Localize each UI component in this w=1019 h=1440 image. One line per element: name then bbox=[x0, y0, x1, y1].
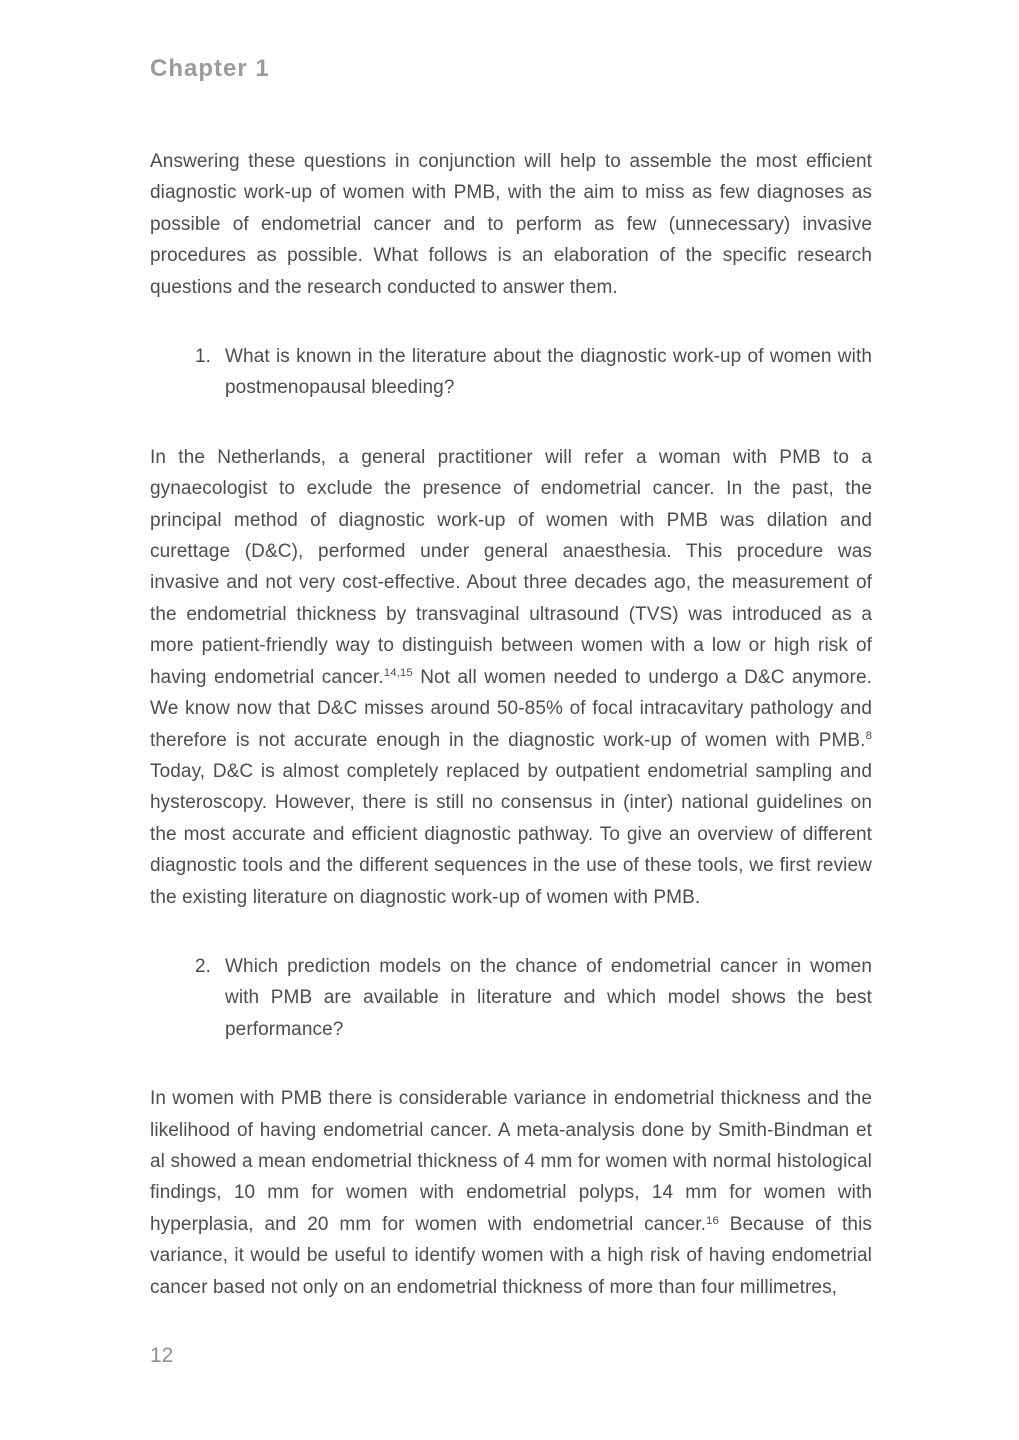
question-2-text: Which prediction models on the chance of endometrial cancer in women with PMB are available in literature and which model shows the best performance? bbox=[225, 955, 872, 1040]
chapter-header: Chapter 1 bbox=[150, 55, 270, 82]
question-2-number: 2. bbox=[195, 955, 212, 977]
page-number: 12 bbox=[150, 1344, 174, 1367]
literature-paragraph: In the Netherlands, a general practitioner will refer a woman with PMB to a gynaecologist to exclude the presence of endometrial cancer. In the past, the principal method of diagnostic work-up of women with PMB was dilation and curettage (D&C), performed under general anaesthesia. This procedure was invasive and not very cost-effective. About three decades ago, the measurement of the endometrial thickness by transvaginal ultrasound (TVS) was introduced as a more patient-friendly way to distinguish between women with a low or high risk of having endometrial cancer.$^{14,15}$ Not all women needed to undergo a D&C anymore. We know now that D&C misses around 50-85% of focal intracavitary pathology and therefore is not accurate enough in the diagnostic work-up of women with PMB.$^8$ Today, D&C is almost completely replaced by outpatient endometrial sampling and hysteroscopy. However, there is still no consensus in (inter) national guidelines on the most accurate and efficient diagnostic pathway. To give an overview of different diagnostic tools and the different sequences in the use of these tools, we first review the existing literature on diagnostic work-up of women with PMB. bbox=[150, 446, 872, 908]
research-question-2 bbox=[150, 951, 872, 1045]
question-1-text: What is known in the literature about the diagnostic work-up of women with postmenopausal bleeding? bbox=[225, 346, 872, 399]
page-content bbox=[150, 146, 872, 1303]
research-question-1 bbox=[150, 341, 872, 404]
intro-paragraph: Answering these questions in conjunction will help to assemble the most efficient diagnostic work-up of women with PMB, with the aim to miss as few diagnoses as possible of endometrial cancer and to perform as few (unnecessary) invasive procedures as possible. What follows is an elaboration of the specific research questions and the research conducted to answer them. bbox=[150, 151, 872, 298]
models-paragraph: In women with PMB there is considerable variance in endometrial thickness and the likelihood of having endometrial cancer. A meta-analysis done by Smith-Bindman et al showed a mean endometrial thickness of 4 mm for women with normal histological findings, 10 mm for women with endometrial polyps, 14 mm for women with hyperplasia, and 20 mm for women with endometrial cancer.$^{16}$ Because of this variance, it would be useful to identify women with a high risk of having endometrial cancer based not only on an endometrial thickness of more than four millimetres, bbox=[150, 1088, 872, 1298]
question-1-number: 1. bbox=[195, 346, 212, 368]
